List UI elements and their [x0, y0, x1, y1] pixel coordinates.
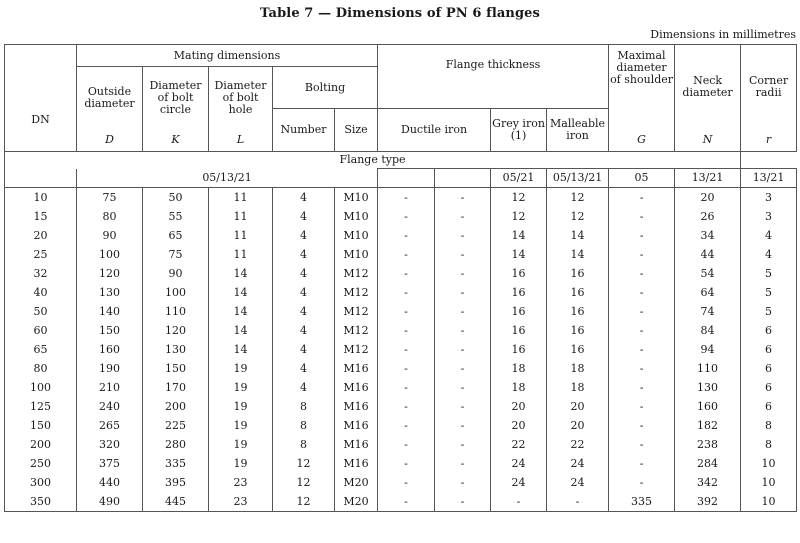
units-note: Dimensions in millimetres	[650, 28, 796, 41]
cell-shoulder: -	[609, 226, 675, 245]
cell-grey-iron: 18	[491, 359, 547, 378]
cell-bolt-size: M10	[335, 245, 378, 264]
cell-grey-iron: 14	[491, 245, 547, 264]
cell-bolt-circle: 50	[143, 188, 209, 208]
cell-ductile-b: -	[435, 397, 491, 416]
cell-bolt-hole: 11	[209, 188, 273, 208]
cell-grey-iron: -	[491, 492, 547, 512]
cell-bolt-circle: 100	[143, 283, 209, 302]
cell-grey-iron: 20	[491, 416, 547, 435]
cell-bolt-circle: 150	[143, 359, 209, 378]
cell-ductile-b: -	[435, 302, 491, 321]
cell-ductile-a: -	[378, 340, 435, 359]
cell-outside-diameter: 75	[77, 188, 143, 208]
cell-grey-iron: 16	[491, 340, 547, 359]
cell-bolt-circle: 280	[143, 435, 209, 454]
table-row	[5, 302, 797, 321]
cell-shoulder: -	[609, 473, 675, 492]
cell-grey-iron: 24	[491, 454, 547, 473]
cell-ductile-b: -	[435, 321, 491, 340]
cell-bolt-number: 12	[273, 492, 335, 512]
cell-dn: 125	[5, 397, 77, 416]
cell-bolt-number: 4	[273, 302, 335, 321]
cell-bolt-hole: 19	[209, 454, 273, 473]
header-bolting: Bolting	[273, 67, 378, 109]
cell-corner-radii: 8	[741, 416, 797, 435]
cell-dn: 250	[5, 454, 77, 473]
cell-malleable-iron: 16	[547, 264, 609, 283]
symbol-d: D	[77, 129, 143, 152]
cell-malleable-iron: 24	[547, 473, 609, 492]
symbol-g: G	[609, 129, 675, 152]
header-diameter-bolt-hole: Diameter of bolt hole	[209, 67, 273, 129]
cell-bolt-size: M16	[335, 416, 378, 435]
cell-bolt-circle: 335	[143, 454, 209, 473]
cell-bolt-hole: 23	[209, 473, 273, 492]
cell-outside-diameter: 140	[77, 302, 143, 321]
cell-ductile-a: -	[378, 245, 435, 264]
header-malleable-iron: Malleable iron	[547, 109, 609, 152]
cell-ductile-a: -	[378, 454, 435, 473]
cell-grey-iron: 16	[491, 283, 547, 302]
cell-ductile-b: -	[435, 245, 491, 264]
cell-bolt-circle: 55	[143, 207, 209, 226]
cell-dn: 40	[5, 283, 77, 302]
cell-neck-diameter: 342	[675, 473, 741, 492]
table-row	[5, 359, 797, 378]
cell-dn: 100	[5, 378, 77, 397]
cell-outside-diameter: 320	[77, 435, 143, 454]
cell-corner-radii: 10	[741, 473, 797, 492]
cell-corner-radii: 6	[741, 378, 797, 397]
table-row	[5, 245, 797, 264]
cell-outside-diameter: 490	[77, 492, 143, 512]
cell-bolt-number: 4	[273, 188, 335, 208]
table-row	[5, 492, 797, 512]
cell-malleable-iron: 20	[547, 397, 609, 416]
cell-corner-radii: 4	[741, 245, 797, 264]
cell-outside-diameter: 80	[77, 207, 143, 226]
cell-bolt-number: 4	[273, 207, 335, 226]
cell-ductile-a: -	[378, 492, 435, 512]
flange-type-mating: 05/13/21	[77, 169, 378, 188]
cell-bolt-hole: 19	[209, 435, 273, 454]
cell-ductile-a: -	[378, 359, 435, 378]
cell-bolt-hole: 19	[209, 359, 273, 378]
flange-type-grey: 05/21	[491, 169, 547, 188]
cell-bolt-hole: 14	[209, 283, 273, 302]
cell-bolt-number: 12	[273, 473, 335, 492]
cell-grey-iron: 24	[491, 473, 547, 492]
cell-ductile-b: -	[435, 188, 491, 208]
header-dn-label: DN	[31, 113, 50, 126]
cell-malleable-iron: 16	[547, 302, 609, 321]
cell-neck-diameter: 392	[675, 492, 741, 512]
cell-shoulder: -	[609, 283, 675, 302]
dn-continuation	[5, 169, 77, 188]
cell-neck-diameter: 238	[675, 435, 741, 454]
cell-neck-diameter: 20	[675, 188, 741, 208]
cell-bolt-circle: 200	[143, 397, 209, 416]
cell-corner-radii: 10	[741, 454, 797, 473]
cell-grey-iron: 22	[491, 435, 547, 454]
flange-type-ductile-b	[435, 169, 491, 188]
cell-malleable-iron: 12	[547, 188, 609, 208]
cell-ductile-b: -	[435, 416, 491, 435]
cell-bolt-size: M12	[335, 264, 378, 283]
cell-dn: 50	[5, 302, 77, 321]
header-bolting-size: Size	[335, 109, 378, 152]
table-row	[5, 283, 797, 302]
cell-grey-iron: 16	[491, 321, 547, 340]
cell-corner-radii: 5	[741, 302, 797, 321]
cell-bolt-circle: 75	[143, 245, 209, 264]
cell-bolt-hole: 11	[209, 245, 273, 264]
cell-bolt-circle: 65	[143, 226, 209, 245]
cell-bolt-number: 4	[273, 378, 335, 397]
cell-malleable-iron: 12	[547, 207, 609, 226]
cell-shoulder: -	[609, 359, 675, 378]
cell-malleable-iron: 18	[547, 378, 609, 397]
cell-ductile-b: -	[435, 492, 491, 512]
cell-bolt-size: M10	[335, 207, 378, 226]
cell-dn: 80	[5, 359, 77, 378]
symbol-l: L	[209, 129, 273, 152]
cell-bolt-number: 8	[273, 435, 335, 454]
cell-grey-iron: 20	[491, 397, 547, 416]
symbol-k: K	[143, 129, 209, 152]
cell-ductile-a: -	[378, 188, 435, 208]
cell-neck-diameter: 44	[675, 245, 741, 264]
cell-dn: 15	[5, 207, 77, 226]
cell-outside-diameter: 375	[77, 454, 143, 473]
table-row	[5, 207, 797, 226]
header-corner-radii: Corner radii	[741, 45, 797, 129]
table-row	[5, 264, 797, 283]
cell-bolt-number: 12	[273, 454, 335, 473]
cell-bolt-size: M20	[335, 473, 378, 492]
header-diameter-bolt-circle: Diameter of bolt circle	[143, 67, 209, 129]
header-grey-iron: Grey iron (1)	[491, 109, 547, 152]
flange-type-neck: 13/21	[675, 169, 741, 188]
flange-type-radii: 13/21	[741, 169, 797, 188]
cell-outside-diameter: 130	[77, 283, 143, 302]
cell-outside-diameter: 150	[77, 321, 143, 340]
cell-dn: 150	[5, 416, 77, 435]
cell-bolt-hole: 23	[209, 492, 273, 512]
cell-malleable-iron: 16	[547, 340, 609, 359]
cell-ductile-b: -	[435, 454, 491, 473]
cell-grey-iron: 16	[491, 302, 547, 321]
cell-bolt-number: 8	[273, 397, 335, 416]
cell-bolt-circle: 395	[143, 473, 209, 492]
cell-neck-diameter: 94	[675, 340, 741, 359]
symbol-r: r	[741, 129, 797, 152]
cell-shoulder: -	[609, 321, 675, 340]
cell-bolt-size: M12	[335, 302, 378, 321]
cell-malleable-iron: 16	[547, 283, 609, 302]
cell-neck-diameter: 110	[675, 359, 741, 378]
cell-neck-diameter: 64	[675, 283, 741, 302]
cell-neck-diameter: 182	[675, 416, 741, 435]
cell-dn: 10	[5, 188, 77, 208]
cell-bolt-size: M16	[335, 435, 378, 454]
table-row	[5, 473, 797, 492]
cell-shoulder: -	[609, 340, 675, 359]
cell-bolt-circle: 90	[143, 264, 209, 283]
cell-bolt-hole: 14	[209, 321, 273, 340]
cell-bolt-size: M16	[335, 454, 378, 473]
cell-corner-radii: 4	[741, 226, 797, 245]
cell-bolt-hole: 14	[209, 264, 273, 283]
cell-neck-diameter: 284	[675, 454, 741, 473]
cell-corner-radii: 6	[741, 321, 797, 340]
cell-shoulder: -	[609, 188, 675, 208]
cell-bolt-circle: 225	[143, 416, 209, 435]
cell-neck-diameter: 160	[675, 397, 741, 416]
cell-ductile-a: -	[378, 435, 435, 454]
cell-bolt-hole: 14	[209, 340, 273, 359]
cell-bolt-hole: 14	[209, 302, 273, 321]
cell-dn: 350	[5, 492, 77, 512]
cell-bolt-hole: 19	[209, 397, 273, 416]
cell-dn: 20	[5, 226, 77, 245]
cell-dn: 65	[5, 340, 77, 359]
cell-malleable-iron: 16	[547, 321, 609, 340]
cell-bolt-size: M16	[335, 359, 378, 378]
cell-bolt-number: 8	[273, 416, 335, 435]
cell-bolt-size: M10	[335, 226, 378, 245]
cell-bolt-size: M12	[335, 283, 378, 302]
cell-neck-diameter: 84	[675, 321, 741, 340]
cell-outside-diameter: 160	[77, 340, 143, 359]
table-row	[5, 397, 797, 416]
cell-ductile-b: -	[435, 226, 491, 245]
cell-malleable-iron: 20	[547, 416, 609, 435]
cell-ductile-b: -	[435, 473, 491, 492]
cell-shoulder: -	[609, 435, 675, 454]
cell-malleable-iron: 22	[547, 435, 609, 454]
cell-malleable-iron: -	[547, 492, 609, 512]
header-ductile-iron: Ductile iron	[378, 109, 491, 152]
cell-ductile-b: -	[435, 264, 491, 283]
cell-dn: 60	[5, 321, 77, 340]
cell-dn: 32	[5, 264, 77, 283]
flange-type-malleable: 05/13/21	[547, 169, 609, 188]
cell-ductile-b: -	[435, 283, 491, 302]
cell-corner-radii: 3	[741, 188, 797, 208]
cell-grey-iron: 12	[491, 207, 547, 226]
cell-corner-radii: 6	[741, 359, 797, 378]
cell-bolt-number: 4	[273, 264, 335, 283]
cell-bolt-number: 4	[273, 359, 335, 378]
cell-shoulder: -	[609, 207, 675, 226]
cell-corner-radii: 5	[741, 283, 797, 302]
cell-bolt-hole: 19	[209, 416, 273, 435]
cell-shoulder: -	[609, 454, 675, 473]
cell-grey-iron: 14	[491, 226, 547, 245]
cell-bolt-number: 4	[273, 283, 335, 302]
cell-outside-diameter: 240	[77, 397, 143, 416]
cell-ductile-a: -	[378, 207, 435, 226]
table-row	[5, 340, 797, 359]
table-row	[5, 378, 797, 397]
cell-outside-diameter: 90	[77, 226, 143, 245]
cell-shoulder: 335	[609, 492, 675, 512]
cell-ductile-b: -	[435, 340, 491, 359]
cell-ductile-b: -	[435, 207, 491, 226]
cell-malleable-iron: 14	[547, 226, 609, 245]
table-row	[5, 226, 797, 245]
table-row	[5, 416, 797, 435]
cell-bolt-circle: 445	[143, 492, 209, 512]
header-flange-type: Flange type	[5, 152, 741, 169]
cell-bolt-size: M12	[335, 321, 378, 340]
cell-shoulder: -	[609, 264, 675, 283]
cell-neck-diameter: 74	[675, 302, 741, 321]
cell-bolt-size: M12	[335, 340, 378, 359]
cell-dn: 25	[5, 245, 77, 264]
cell-ductile-b: -	[435, 435, 491, 454]
cell-malleable-iron: 14	[547, 245, 609, 264]
table-title: Table 7 — Dimensions of PN 6 flanges	[260, 6, 540, 21]
table-row	[5, 188, 797, 208]
cell-ductile-a: -	[378, 397, 435, 416]
cell-bolt-size: M16	[335, 378, 378, 397]
cell-bolt-size: M10	[335, 188, 378, 208]
cell-bolt-hole: 19	[209, 378, 273, 397]
cell-ductile-a: -	[378, 321, 435, 340]
cell-neck-diameter: 34	[675, 226, 741, 245]
cell-bolt-circle: 120	[143, 321, 209, 340]
cell-ductile-b: -	[435, 378, 491, 397]
cell-grey-iron: 12	[491, 188, 547, 208]
table-row	[5, 435, 797, 454]
cell-outside-diameter: 440	[77, 473, 143, 492]
cell-grey-iron: 18	[491, 378, 547, 397]
cell-neck-diameter: 54	[675, 264, 741, 283]
cell-bolt-size: M16	[335, 397, 378, 416]
cell-bolt-hole: 11	[209, 226, 273, 245]
cell-ductile-a: -	[378, 226, 435, 245]
cell-ductile-b: -	[435, 359, 491, 378]
cell-neck-diameter: 130	[675, 378, 741, 397]
cell-shoulder: -	[609, 245, 675, 264]
header-outside-diameter: Outside diameter	[77, 67, 143, 129]
header-bolting-number: Number	[273, 109, 335, 152]
cell-bolt-circle: 130	[143, 340, 209, 359]
cell-bolt-number: 4	[273, 340, 335, 359]
cell-corner-radii: 6	[741, 340, 797, 359]
cell-bolt-hole: 11	[209, 207, 273, 226]
cell-ductile-a: -	[378, 416, 435, 435]
cell-grey-iron: 16	[491, 264, 547, 283]
cell-bolt-circle: 110	[143, 302, 209, 321]
cell-bolt-circle: 170	[143, 378, 209, 397]
table-row	[5, 321, 797, 340]
cell-outside-diameter: 210	[77, 378, 143, 397]
header-mating-dimensions: Mating dimensions	[77, 45, 378, 67]
cell-corner-radii: 10	[741, 492, 797, 512]
cell-dn: 200	[5, 435, 77, 454]
cell-malleable-iron: 24	[547, 454, 609, 473]
cell-shoulder: -	[609, 302, 675, 321]
cell-corner-radii: 3	[741, 207, 797, 226]
header-flange-thickness: Flange thickness	[378, 45, 609, 109]
cell-shoulder: -	[609, 378, 675, 397]
cell-ductile-a: -	[378, 378, 435, 397]
cell-bolt-number: 4	[273, 321, 335, 340]
cell-ductile-a: -	[378, 302, 435, 321]
cell-ductile-a: -	[378, 283, 435, 302]
cell-outside-diameter: 265	[77, 416, 143, 435]
cell-ductile-a: -	[378, 264, 435, 283]
cell-malleable-iron: 18	[547, 359, 609, 378]
cell-outside-diameter: 120	[77, 264, 143, 283]
cell-dn: 300	[5, 473, 77, 492]
flange-type-shoulder: 05	[609, 169, 675, 188]
flange-dimensions-table	[4, 44, 797, 512]
cell-bolt-number: 4	[273, 226, 335, 245]
cell-bolt-number: 4	[273, 245, 335, 264]
cell-neck-diameter: 26	[675, 207, 741, 226]
cell-ductile-a: -	[378, 473, 435, 492]
cell-corner-radii: 8	[741, 435, 797, 454]
cell-corner-radii: 6	[741, 397, 797, 416]
flange-type-ductile-a	[378, 169, 435, 188]
cell-corner-radii: 5	[741, 264, 797, 283]
header-neck-diameter: Neck diameter	[675, 45, 741, 129]
header-dn	[5, 45, 77, 152]
cell-outside-diameter: 100	[77, 245, 143, 264]
cell-shoulder: -	[609, 397, 675, 416]
cell-bolt-size: M20	[335, 492, 378, 512]
cell-shoulder: -	[609, 416, 675, 435]
table-body	[5, 188, 797, 512]
table-row	[5, 454, 797, 473]
header-max-diameter-shoulder: Maximal diameter of shoulder	[609, 45, 675, 129]
cell-outside-diameter: 190	[77, 359, 143, 378]
symbol-n: N	[675, 129, 741, 152]
